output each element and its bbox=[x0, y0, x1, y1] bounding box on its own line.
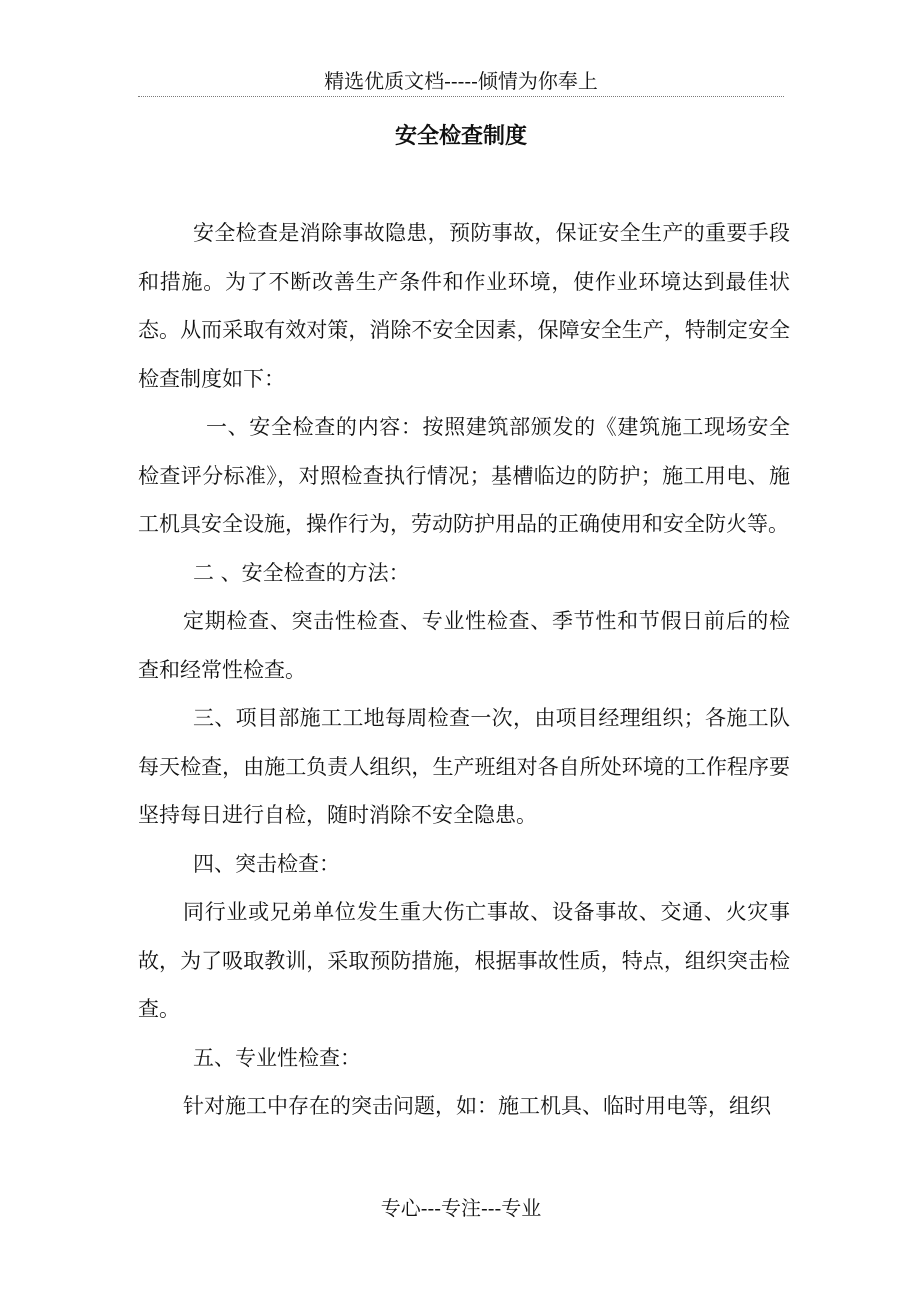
page-footer: 专心---专注---专业 bbox=[380, 1196, 542, 1220]
section-3-paragraph: 三、项目部施工工地每周检查一次，由项目经理组织；各施工队每天检查，由施工负责人组织，生产班组对各自所处环境的工作程序要坚持每日进行自检，随时消除不安全隐患。 bbox=[138, 706, 790, 827]
page-header: 精选优质文档-----倾情为你奉上 bbox=[138, 66, 784, 97]
section-1-paragraph: 一、安全检查的内容：按照建筑部颁发的《建筑施工现场安全检查评分标准》，对照检查执行情况；基槽临边的防护；施工用电、施工机具安全设施，操作行为，劳动防护用品的正确使用和安全防火等。 bbox=[138, 415, 790, 536]
section-4-heading: 四、突击检查： bbox=[193, 851, 340, 876]
section-5-paragraph: 针对施工中存在的突击问题，如：施工机具、临时用电等，组织 bbox=[183, 1094, 771, 1118]
document-body bbox=[138, 209, 790, 1131]
section-4-paragraph: 同行业或兄弟单位发生重大伤亡事故、设备事故、交通、火灾事故，为了吸取教训，采取预防措施，根据事故性质，特点，组织突击检查。 bbox=[138, 900, 790, 1021]
intro-paragraph: 安全检查是消除事故隐患，预防事故，保证安全生产的重要手段和措施。为了不断改善生产条件和作业环境，使作业环境达到最佳状态。从而采取有效对策，消除不安全因素，保障安全生产，特制定安全检查制度如下： bbox=[138, 221, 790, 391]
section-5-heading: 五、专业性检查： bbox=[193, 1045, 361, 1070]
document-title: 安全检查制度 bbox=[394, 123, 527, 149]
section-2-heading: 二 、安全检查的方法： bbox=[193, 560, 410, 585]
section-2-paragraph: 定期检查、突击性检查、专业性检查、季节性和节假日前后的检查和经常性检查。 bbox=[138, 609, 790, 682]
